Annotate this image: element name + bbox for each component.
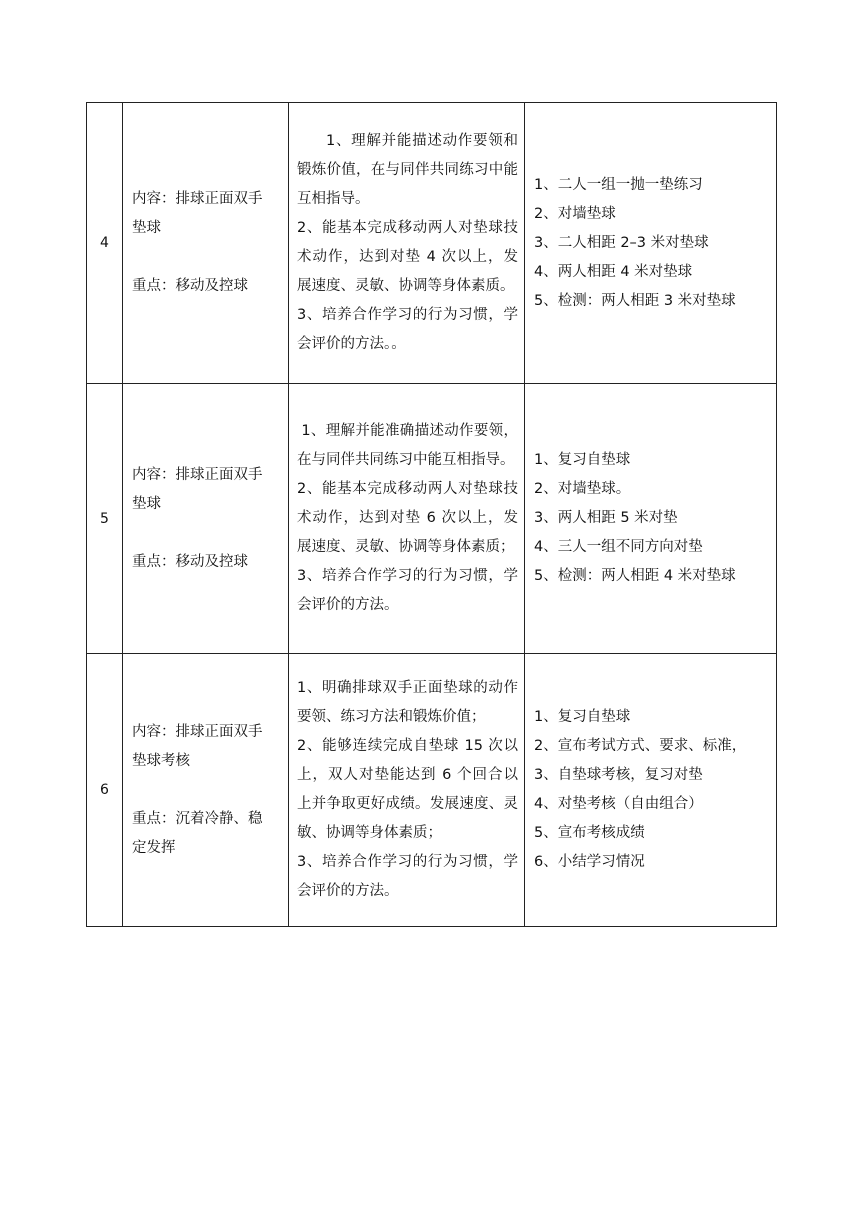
lesson-number: 5 xyxy=(87,384,123,654)
content-label: 内容：排球正面双手 xyxy=(132,723,263,740)
lesson-number: 6 xyxy=(87,654,123,927)
content-cell xyxy=(123,103,289,384)
focus-label: 重点：移动及控球 xyxy=(132,278,248,294)
goal-item: 3、培养合作学习的行为习惯，学会评价的方法。 xyxy=(297,854,518,899)
goals-cell xyxy=(289,384,525,654)
method-item: 5、检测：两人相距 4 米对垫球 xyxy=(534,568,736,584)
goal-item: 2、能基本完成移动两人对垫球技术动作，达到对垫 6 次以上，发展速度、灵敏、协调等身体素质； xyxy=(297,481,518,555)
goal-item: 1、理解并能描述动作要领和锻炼价值，在与同伴共同练习中能互相指导。 xyxy=(297,133,518,207)
goal-item: 1、明确排球双手正面垫球的动作要领、练习方法和锻炼价值； xyxy=(297,680,518,725)
content-cell xyxy=(123,384,289,654)
content-label: 垫球 xyxy=(132,220,161,236)
goals-cell xyxy=(289,103,525,384)
content-label: 垫球考核 xyxy=(132,752,190,769)
method-item: 3、自垫球考核，复习对垫 xyxy=(534,767,703,783)
method-item: 4、两人相距 4 米对垫球 xyxy=(534,263,693,280)
focus-label: 定发挥 xyxy=(132,839,176,856)
content-label: 内容：排球正面双手 xyxy=(132,191,263,207)
method-item: 1、复习自垫球 xyxy=(534,452,631,468)
methods-cell xyxy=(525,654,777,927)
focus-label: 重点：沉着冷静、稳 xyxy=(132,810,263,827)
lesson-number: 4 xyxy=(87,103,123,384)
method-item: 3、二人相距 2–3 米对垫球 xyxy=(534,234,709,251)
method-item: 4、三人一组不同方向对垫 xyxy=(534,539,703,555)
content-label: 垫球 xyxy=(132,495,161,512)
method-item: 5、宣布考核成绩 xyxy=(534,825,645,841)
methods-cell xyxy=(525,384,777,654)
table-row xyxy=(87,384,777,654)
goals-cell xyxy=(289,654,525,927)
goal-item: 3、培养合作学习的行为习惯，学会评价的方法。。 xyxy=(297,307,518,352)
table-row xyxy=(87,103,777,384)
method-item: 1、二人一组一抛一垫练习 xyxy=(534,176,703,193)
goal-item: 2、能够连续完成自垫球 15 次以上，双人对垫能达到 6 个回合以上并争取更好成绩。发展速度、灵敏、协调等身体素质； xyxy=(297,738,518,841)
content-cell xyxy=(123,654,289,927)
method-item: 5、检测：两人相距 3 米对垫球 xyxy=(534,292,736,309)
lesson-plan-table xyxy=(86,102,777,927)
methods-cell xyxy=(525,103,777,384)
method-item: 4、对垫考核（自由组合） xyxy=(534,796,703,812)
method-item: 3、两人相距 5 米对垫 xyxy=(534,510,678,526)
method-item: 2、宣布考试方式、要求、标准， xyxy=(534,738,747,754)
goal-item: 3、培养合作学习的行为习惯，学会评价的方法。 xyxy=(297,568,518,613)
table-row xyxy=(87,654,777,927)
focus-label: 重点：移动及控球 xyxy=(132,553,248,570)
goal-item: 2、能基本完成移动两人对垫球技术动作，达到对垫 4 次以上，发展速度、灵敏、协调等身体素质。 xyxy=(297,220,518,294)
method-item: 6、小结学习情况 xyxy=(534,854,645,870)
goal-item: 1、理解并能准确描述动作要领，在与同伴共同练习中能互相指导。 xyxy=(297,423,518,468)
method-item: 2、对墙垫球。 xyxy=(534,481,631,497)
method-item: 2、对墙垫球 xyxy=(534,205,616,222)
content-label: 内容：排球正面双手 xyxy=(132,466,263,483)
method-item: 1、复习自垫球 xyxy=(534,709,631,725)
